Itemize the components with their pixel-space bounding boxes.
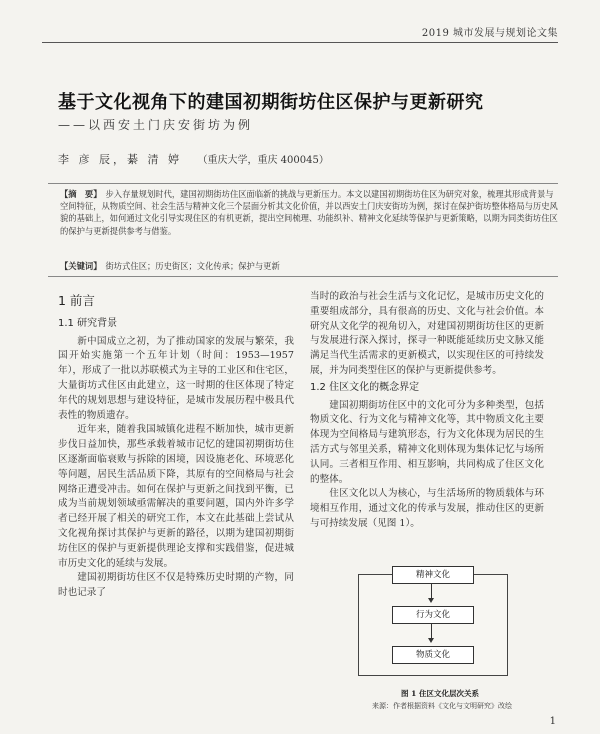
- figure-arrowhead: [428, 638, 434, 643]
- abstract-label: 【摘 要】: [60, 189, 102, 199]
- running-head: 2019 城市发展与规划论文集: [421, 28, 558, 39]
- author-names: 李 彦 辰，綦 清 婷: [58, 153, 182, 166]
- page-number: 1: [549, 716, 556, 727]
- header-rule: [42, 42, 558, 43]
- paragraph: 当时的政治与社会生活与文化记忆，是城市历史文化的重要组成部分，具有很高的历史、文化与社会价值。本研究从文化学的视角切入，对建国初期街坊住区的更新与发展进行深入探讨，探寻一种既能延续历史文脉又能满足当代生活需求的更新模式，以实现住区的可持续发展，并为同类型住区的保护与更新提供参考。: [310, 291, 544, 376]
- figure-node-spiritual: 精神文化: [392, 566, 474, 584]
- section-heading: 1 前言: [58, 293, 95, 308]
- abstract: [60, 188, 560, 237]
- paragraph: 建国初期街坊住区不仅是特殊历史时期的产物，同时也记录了: [58, 572, 294, 599]
- right-column: [310, 290, 544, 532]
- paragraph: 新中国成立之初，为了推动国家的发展与繁荣，我国开始实施第一个五年计划（时间：1953—1957 年），形成了一批以苏联模式为主导的工业区和住宅区，大量街坊式住区由此建立，这一时期的住区体现了特定年代的规划思想与建设特征，是城市发展历程中极具代表性的物质遗存。: [58, 335, 294, 421]
- figure-caption: 图 1 住区文化层次关系: [401, 689, 479, 698]
- paragraph: 住区文化以人为核心，与生活场所的物质载体与环境相互作用，通过文化的传承与发展，推动住区的更新与可持续发展（见图 1）。: [310, 488, 544, 529]
- paper-title: 基于文化视角下的建国初期街坊住区保护与更新研究: [58, 92, 484, 113]
- figure-source: 来源：作者根据资料《文化与文明研究》改绘: [372, 702, 512, 710]
- abstract-text: 步入存量规划时代，建国初期街坊住区面临新的挑战与更新压力。本文以建国初期街坊住区为研究对象，梳理其形成背景与空间特征，从物质空间、社会生活与精神文化三个层面分析其文化价值，并以西安土门庆安街坊为例，探讨在保护街坊整体格局与历史风貌的基础上，如何通过文化引导实现住区的有机更新，提出空间梳理、功能织补、精神文化延续等保护与更新策略，以期为同类街坊住区的保护与更新提供参考与借鉴。: [60, 189, 558, 236]
- keywords: [60, 260, 560, 272]
- figure-arrow: [431, 584, 432, 598]
- subsection-heading: 1.2 住区文化的概念界定: [310, 381, 420, 393]
- figure-1: [330, 566, 540, 686]
- paper-subtitle: ——以西安土门庆安街坊为例: [58, 118, 254, 132]
- paragraph: 近年来，随着我国城镇化进程不断加快，城市更新步伐日益加快，那些承载着城市记忆的建国初期街坊住区逐渐面临衰败与拆除的困境，因设施老化、环境恶化等问题，居民生活品质下降，其原有的空间格局与社会网络正遭受冲击。如何在保护与更新之间找到平衡，已成为当前规划领域亟需解决的重要问题，国内外许多学者已经开展了相关的研究工作，本文在此基础上尝试从文化视角探讨其保护与更新的路径，以期为建国初期街坊住区的保护与更新提供理论支撑和实践借鉴，促进城市历史文化的延续与发展。: [58, 424, 294, 569]
- figure-node-material: 物质文化: [392, 646, 474, 664]
- keywords-text: 街坊式住区；历史街区；文化传承；保护与更新: [105, 261, 280, 271]
- keywords-label: 【关键词】: [60, 261, 102, 271]
- subsection-heading: 1.1 研究背景: [58, 317, 118, 329]
- figure-arrow: [431, 624, 432, 638]
- left-column: [58, 292, 294, 601]
- author-affiliation: （重庆大学，重庆 400045）: [197, 155, 329, 166]
- figure-node-behavioral: 行为文化: [392, 606, 474, 624]
- figure-arrowhead: [428, 598, 434, 603]
- authors: [58, 151, 329, 167]
- paragraph: 建国初期街坊住区中的文化可分为多种类型，包括物质文化、行为文化与精神文化等，其中物质文化主要体现为空间格局与建筑形态，行为文化体现为居民的生活方式与邻里关系，精神文化则体现为集体记忆与场所认同。三者相互作用、相互影响，共同构成了住区文化的整体。: [310, 399, 544, 485]
